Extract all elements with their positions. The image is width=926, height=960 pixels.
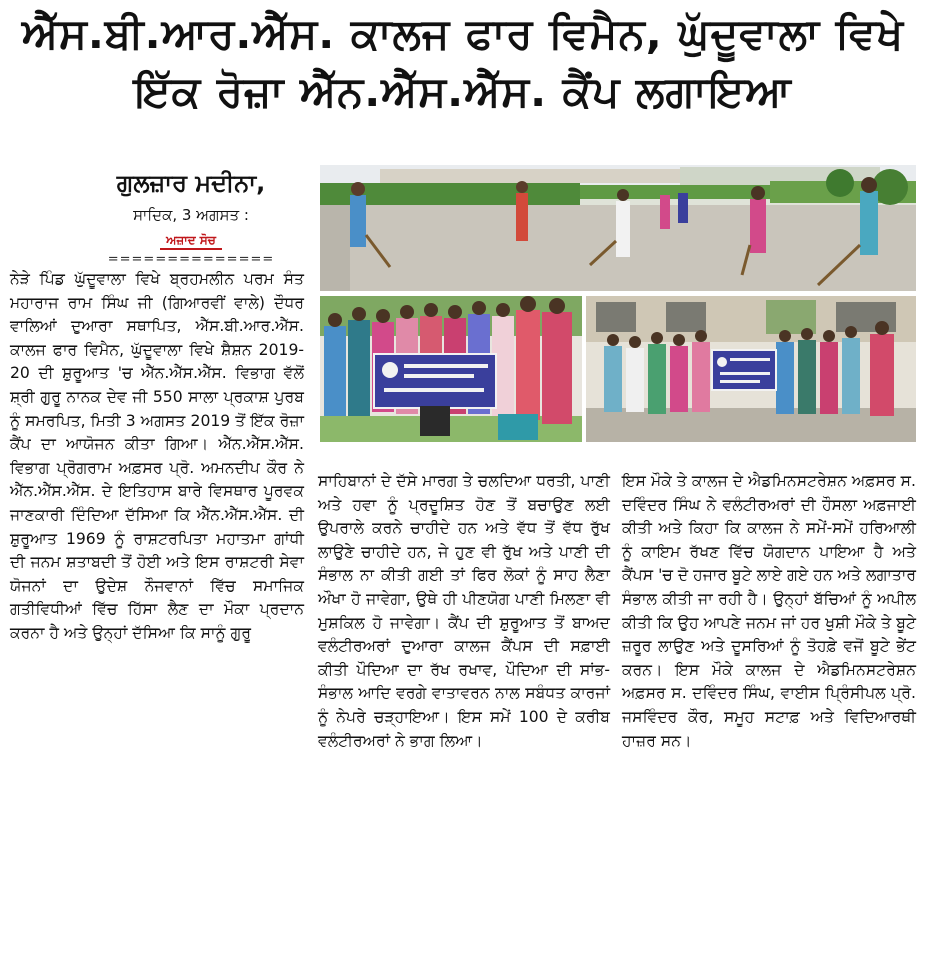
article-text-col1: ਨੇੜੇ ਪਿੰਡ ਘੁੱਦੂਵਾਲਾ ਵਿਖੇ ਬ੍ਰਹਮਲੀਨ ਪਰਮ ਸੰਤ ਮਹਾਰਾਜ ਰਾਮ ਸਿੰਘ ਜੀ (ਗਿਆਰਵੀਂ ਵਾਲੇ) ਦੌਧਰ ਵਾਲਿਆਂ ਦੁਆਰਾ ਸਥਾਪਿਤ, ਐੱਸ.ਬੀ.ਆਰ.ਐੱਸ. ਕਾਲਜ ਫਾਰ ਵਿਮੈਨ, ਘੁੱਦੂਵਾਲਾ ਵਿਖੇ ਸ਼ੈਸ਼ਨ 2019-20 ਦੀ ਸ਼ੁਰੂਆਤ 'ਚ ਐੱਨ.ਐੱਸ.ਐੱਸ. ਵਿਭਾਗ ਵੱਲੋਂ ਸ਼੍ਰੀ ਗੁਰੂ ਨਾਨਕ ਦੇਵ ਜੀ 550 ਸਾਲਾ ਪ੍ਰਕਾਸ਼ ਪੁਰਬ ਨੂੰ ਸਮਰਪਿਤ, ਮਿਤੀ 3 ਅਗਸਤ 2019 ਤੋਂ ਇੱਕ ਰੋਜ਼ਾ ਕੈਂਪ ਦਾ ਆਯੋਜਨ ਕੀਤਾ ਗਿਆ। ਐੱਨ.ਐੱਸ.ਐੱਸ. ਵਿਭਾਗ ਪ੍ਰੋਗਰਾਮ ਅਫ਼ਸਰ ਪ੍ਰੋ. ਅਮਨਦੀਪ ਕੌਰ ਨੇ ਐੱਨ.ਐੱਸ.ਐੱਸ. ਦੇ ਇਤਿਹਾਸ ਬਾਰੇ ਵਿਸਥਾਰ ਪੂਰਵਕ ਜਾਣਕਾਰੀ ਦਿੰਦਿਆ ਦੱਸਿਆ ਕਿ ਐੱਨ.ਐੱਸ.ਐੱਸ. ਦੀ ਸ਼ੁਰੂਆਤ 1969 ਨੂੰ ਰਾਸ਼ਟਰਪਿਤਾ ਮਹਾਤਮਾ ਗਾਂਧੀ ਦੀ ਜਨਮ ਸ਼ਤਾਬਦੀ ਤੋਂ ਹੋਈ ਅਤੇ ਇਸ ਰਾਸ਼ਟਰੀ ਸੇਵਾ ਯੋਜਨਾਂ ਦਾ ਉਦੇਸ਼ ਨੌਜਵਾਨਾਂ ਵਿੱਚ ਸਮਾਜਿਕ ਗਤੀਵਿਧੀਆਂ ਵਿੱਚ ਹਿੱਸਾ ਲੈਣ ਦਾ ਮੌਕਾ ਪ੍ਰਦਾਨ ਕਰਨਾ ਹੈ ਅਤੇ ਉਨ੍ਹਾਂ ਦੱਸਿਆ ਕਿ ਸਾਨੂੰ ਗੁਰੂ [10,270,304,642]
photo-group-with-banner [320,296,582,442]
publication-logo: ਅਜ਼ਾਦ ਸੋਚ [160,232,222,250]
photo-group-outside-building [586,296,916,442]
article-text-col2: ਸਾਹਿਬਾਨਾਂ ਦੇ ਦੱਸੇ ਮਾਰਗ ਤੇ ਚਲਦਿਆ ਧਰਤੀ, ਪਾਣੀ ਅਤੇ ਹਵਾ ਨੂੰ ਪ੍ਰਦੂਸ਼ਿਤ ਹੋਣ ਤੋਂ ਬਚਾਉਣ ਲਈ ਉਪਰਾਲੇ ਕਰਨੇ ਚਾਹੀਦੇ ਹਨ ਅਤੇ ਵੱਧ ਤੋਂ ਵੱਧ ਰੁੱਖ ਲਾਉਣੇ ਚਾਹੀਦੇ ਹਨ, ਜੇ ਹੁਣ ਵੀ ਰੁੱਖ ਅਤੇ ਪਾਣੀ ਦੀ ਸੰਭਾਲ ਨਾ ਕੀਤੀ ਗਈ ਤਾਂ ਫਿਰ ਲੋਕਾਂ ਨੂੰ ਸਾਹ ਲੈਣਾ ਔਖਾ ਹੋ ਜਾਵੇਗਾ, ਉਥੇ ਹੀ ਪੀਣਯੋਗ ਪਾਣੀ ਮਿਲਣਾ ਵੀ ਮੁਸ਼ਕਿਲ ਹੋ ਜਾਵੇਗਾ। ਕੈਂਪ ਦੀ ਸ਼ੁਰੂਆਤ ਤੋਂ ਬਾਅਦ ਵਲੰਟੀਰਅਰਾਂ ਦੁਆਰਾ ਕਾਲਜ ਕੈਂਪਸ ਦੀ ਸਫ਼ਾਈ ਕੀਤੀ ਪੌਦਿਆ ਦਾ ਰੱਖ ਰਖਾਵ, ਪੌਦਿਆ ਦੀ ਸਾਂਭ-ਸੰਭਾਲ ਆਦਿ ਵਰਗੇ ਵਾਤਾਵਰਨ ਨਾਲ ਸਬੰਧਤ ਕਾਰਜਾਂ ਨੂੰ ਨੇਪਰੇ ਚੜ੍ਹਾਇਆ। ਇਸ ਸਮੇਂ 100 ਦੇ ਕਰੀਬ ਵਲੰਟੀਰਅਰਾਂ ਨੇ ਭਾਗ ਲਿਆ। [318,472,610,750]
headline [0,6,926,122]
article-column-1 [10,268,304,646]
byline [76,166,306,267]
article-column-2 [318,470,610,753]
article-text-col3: ਇਸ ਮੌਕੇ ਤੇ ਕਾਲਜ ਦੇ ਐਡਮਿਨਸਟਰੇਸ਼ਨ ਅਫ਼ਸਰ ਸ. ਦਵਿੰਦਰ ਸਿੰਘ ਨੇ ਵਲੰਟੀਰਅਰਾਂ ਦੀ ਹੌਸਲਾ ਅਫ਼ਜਾਈ ਕੀਤੀ ਅਤੇ ਕਿਹਾ ਕਿ ਕਾਲਜ ਨੇ ਸਮੇਂ-ਸਮੇਂ ਹਰਿਆਲੀ ਨੂੰ ਕਾਇਮ ਰੱਖਣ ਵਿੱਚ ਯੋਗਦਾਨ ਪਾਇਆ ਹੈ ਅਤੇ ਕੈਂਪਸ 'ਚ ਦੋ ਹਜਾਰ ਬੂਟੇ ਲਾਏ ਗਏ ਹਨ ਅਤੇ ਲਗਾਤਾਰ ਸੰਭਾਲ ਕੀਤੀ ਜਾ ਰਹੀ ਹੈ। ਉਨ੍ਹਾਂ ਬੱਚਿਆਂ ਨੂੰ ਅਪੀਲ ਕੀਤੀ ਕਿ ਉਹ ਆਪਣੇ ਜਨਮ ਜਾਂ ਹਰ ਖੁਸ਼ੀ ਮੌਕੇ ਤੇ ਬੂਟੇ ਜ਼ਰੂਰ ਲਾਉਣ ਅਤੇ ਦੂਸਰਿਆਂ ਨੂੰ ਤੋਹਫ਼ੇ ਵਜੋਂ ਬੂਟੇ ਭੇਂਟ ਕਰਨ। ਇਸ ਮੌਕੇ ਕਾਲਜ ਦੇ ਐਡਮਿਨਸਟਰੇਸ਼ਨ ਅਫ਼ਸਰ ਸ. ਦਵਿੰਦਰ ਸਿੰਘ, ਵਾਈਸ ਪ੍ਰਿੰਸੀਪਲ ਪ੍ਰੋ. ਜਸਵਿੰਦਰ ਕੌਰ, ਸਮੂਹ ਸਟਾਫ਼ ਅਤੇ ਵਿਦਿਆਰਥੀ ਹਾਜ਼ਰ ਸਨ। [622,472,916,750]
photo-banner [712,350,776,390]
headline-line-2: ਇੱਕ ਰੋਜ਼ਾ ਐੱਨ.ਐੱਸ.ਐੱਸ. ਕੈਂਪ ਲਗਾਇਆ [134,67,792,116]
photo-banner [374,354,496,408]
article-column-3 [622,470,916,753]
photo-campus-cleaning [320,165,916,291]
byline-rule: ============== [107,252,275,267]
byline-author: ਗੁਲਜ਼ਾਰ ਮਦੀਨਾ, [116,169,266,197]
headline-line-1: ਐੱਸ.ਬੀ.ਆਰ.ਐੱਸ. ਕਾਲਜ ਫਾਰ ਵਿਮੈਨ, ਘੁੱਦੂਵਾਲਾ ਵਿਖੇ [21,9,905,58]
dateline: ਸਾਦਿਕ, 3 ਅਗਸਤ : [133,206,249,224]
